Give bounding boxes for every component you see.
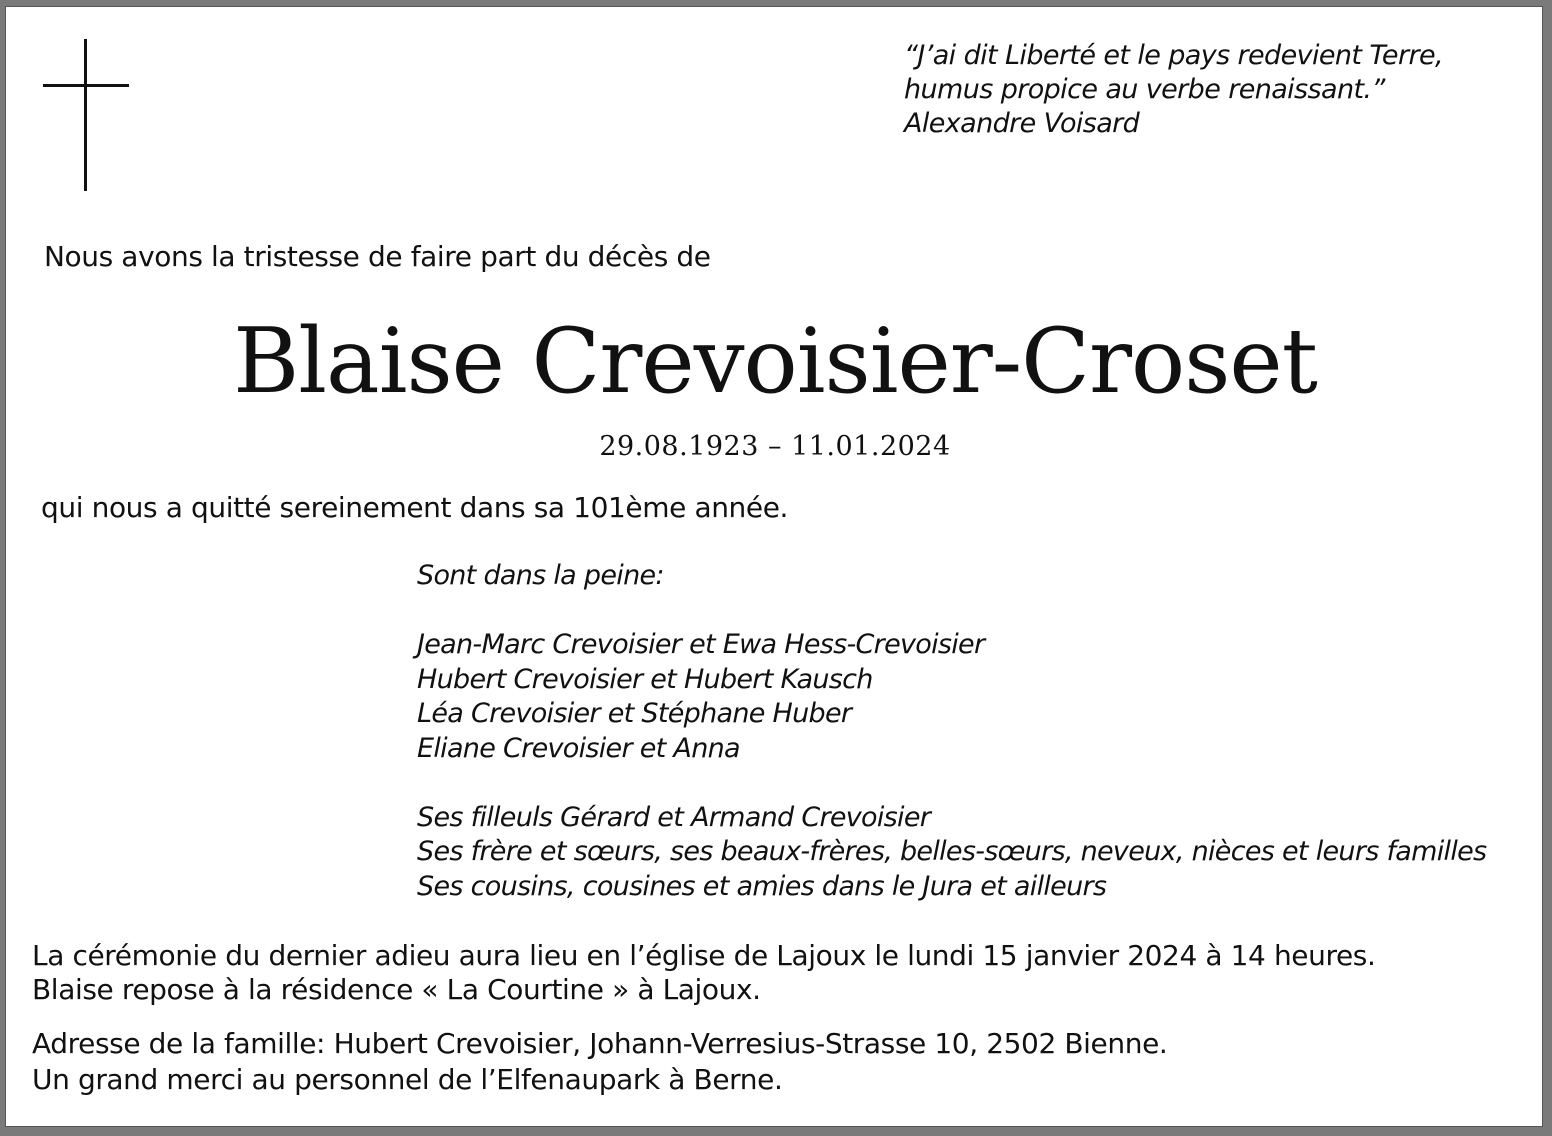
family-address — [32, 1026, 1167, 1098]
mourner-line: Eliane Crevoisier et Anna — [417, 732, 740, 764]
mourner-line: Hubert Crevoisier et Hubert Kausch — [417, 663, 873, 695]
mourner-line: Ses frère et sœurs, ses beaux-frères, belles-sœurs, neveux, nièces et leurs familles — [417, 836, 1487, 867]
obituary-notice — [5, 6, 1543, 1127]
thanks-line: Un grand merci au personnel de l’Elfenaupark à Berne. — [32, 1063, 783, 1096]
mourner-line: Ses cousins, cousines et amies dans le Jura et ailleurs — [417, 870, 1107, 902]
subtitle-text: qui nous a quitté sereinement dans sa 101ème année. — [41, 491, 789, 524]
quote-author: Alexandre Voisard — [904, 108, 1140, 139]
quote-line: “J’ai dit Liberté et le pays redevient Terre, — [904, 40, 1443, 71]
intro-text: Nous avons la tristesse de faire part du décès de — [44, 240, 711, 273]
mourners-heading: Sont dans la peine: — [417, 560, 664, 591]
mourner-line: Ses filleuls Gérard et Armand Crevoisier — [417, 801, 931, 833]
life-dates: 29.08.1923 – 11.01.2024 — [599, 431, 951, 462]
ceremony-line: Blaise repose à la résidence « La Courtine » à Lajoux. — [32, 973, 761, 1006]
epigraph-quote — [904, 39, 1443, 141]
address-line: Adresse de la famille: Hubert Crevoisier, Johann-Verresius-Strasse 10, 2502 Bienne. — [32, 1027, 1168, 1060]
mourners-list — [417, 559, 1486, 904]
cross-icon — [43, 39, 133, 194]
ceremony-info — [32, 939, 1375, 1007]
mourner-line: Léa Crevoisier et Stéphane Huber — [417, 698, 852, 729]
ceremony-line: La cérémonie du dernier adieu aura lieu en l’église de Lajoux le lundi 15 janvier 2024 à 14 heures. — [32, 939, 1376, 972]
mourner-line: Jean-Marc Crevoisier et Ewa Hess-Crevoisier — [417, 629, 985, 660]
quote-line: humus propice au verbe renaissant.” — [904, 74, 1385, 105]
deceased-name: Blaise Crevoisier-Croset — [233, 309, 1317, 414]
